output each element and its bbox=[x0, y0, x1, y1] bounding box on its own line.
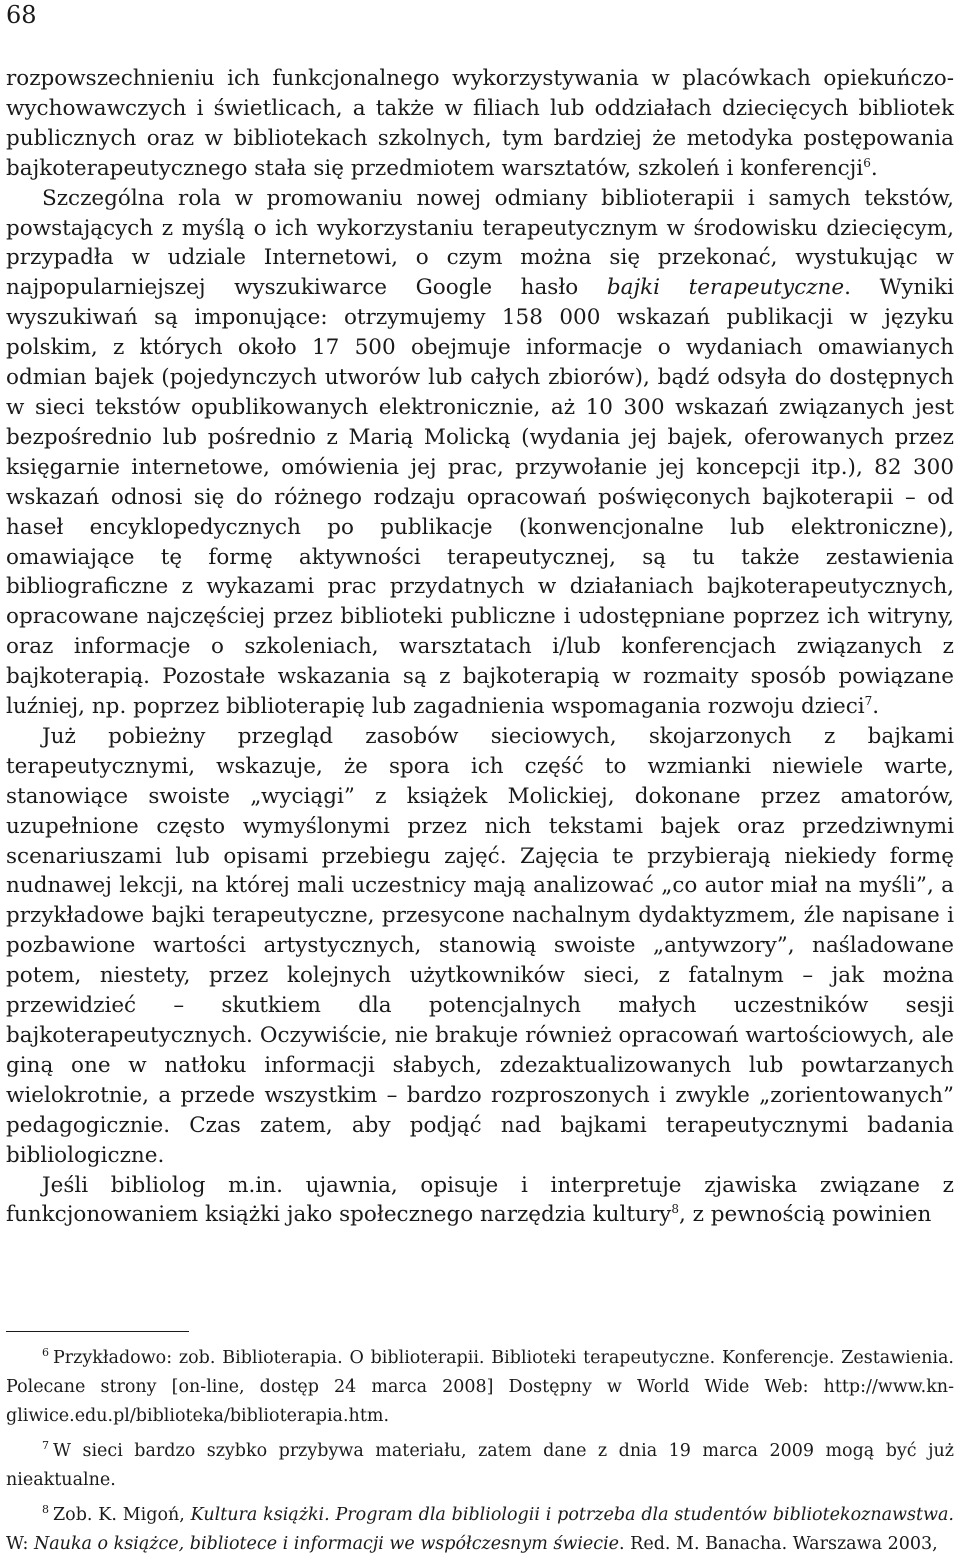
footnotes bbox=[6, 1344, 954, 1565]
footnote-7 bbox=[6, 1437, 954, 1495]
footnote-6 bbox=[6, 1344, 954, 1431]
paragraph-4-text-cont: , z pewnością powinien bbox=[678, 1202, 932, 1228]
footnote-ref-8[interactable]: 8 bbox=[671, 1202, 679, 1217]
paragraph-1 bbox=[6, 64, 954, 184]
footnote-number: 7 bbox=[42, 1439, 49, 1453]
paragraph-2 bbox=[6, 184, 954, 722]
footnote-separator bbox=[6, 1331, 189, 1332]
footnote-number: 6 bbox=[42, 1346, 49, 1360]
page-number: 68 bbox=[6, 1, 37, 29]
main-text bbox=[6, 64, 954, 1230]
footnote-number: 8 bbox=[42, 1503, 49, 1517]
paragraph-4-text: Jeśli bibliolog m.in. ujawnia, opisuje i interpretuje zjawiska związane z funkcjonowaniem książki jako społecznego narzędzia kultury bbox=[6, 1172, 954, 1228]
footnote-text: . Red. M. Banacha. Warszawa 2003, bbox=[619, 1534, 938, 1554]
footnote-text: W: bbox=[6, 1534, 34, 1554]
footnote-text: W sieci bardzo szybko przybywa materiału, zatem dane z dnia 19 marca 2009 mogą być już nieaktualne. bbox=[6, 1441, 954, 1490]
footnote-text: Zob. K. Migoń, bbox=[53, 1505, 191, 1525]
paragraph-4 bbox=[6, 1171, 954, 1231]
paragraph-2-end: . bbox=[872, 694, 880, 720]
footnote-ref-6[interactable]: 6 bbox=[863, 155, 871, 170]
search-phrase: bajki terapeutyczne bbox=[606, 275, 845, 301]
book-title: Nauka o książce, bibliotece i informacji we współczesnym świecie bbox=[33, 1534, 620, 1554]
paragraph-1-text: rozpowszechnieniu ich funkcjonalnego wykorzystywania w placówkach opiekuńczo-wychowawczych i świetlicach, a także w filiach lub oddziałach dziecięcych bibliotek publicznych oraz w bibliotekach szkolnych, tym bardziej że metodyka postępowania bajkoterapeutycznego stała się przedmiotem warsztatów, szkoleń i konferencji bbox=[6, 66, 954, 181]
footnote-8 bbox=[6, 1501, 954, 1559]
footnote-text: Przykładowo: zob. Biblioterapia. O biblioterapii. Biblioteki terapeutyczne. Konferencje. Zestawienia. Polecane strony [on-line, dostęp 24 marca 2008] Dostępny w World Wide Web: http://www.kn-gliwice.edu.pl/biblioteka/biblioterapia.htm. bbox=[6, 1348, 954, 1426]
paragraph-3 bbox=[6, 722, 954, 1171]
book-title: Kultura książki. Program dla bibliologii i potrzeba dla studentów bibliotekoznawstwa. bbox=[190, 1505, 954, 1525]
footnote-ref-7[interactable]: 7 bbox=[864, 693, 873, 708]
paragraph-3-text: Już pobieżny przegląd zasobów sieciowych, skojarzonych z bajkami terapeutycznymi, wskazuje, że spora ich część to wzmianki niewiele warte, stanowiące swoiste „wyciągi” z książek Molickiej, dokonane przez amatorów, uzupełnione często wymyślonymi przez nich tekstami bajek oraz przedziwnymi scenariuszami lub opisami przebiegu zajęć. Zajęcia te przybierają niekiedy formę nudnawej lekcji, na której mali uczestnicy mają analizować „co autor miał na myśli”, a przykładowe bajki terapeutyczne, przesycone nachalnym dydaktyzmem, źle napisane i pozbawione wartości artystycznych, stanowią swoiste „antywzory”, naśladowane potem, niestety, przez kolejnych użytkowników sieci, z fatalnym – jak można przewidzieć – skutkiem dla potencjalnych małych uczestników sesji bajkoterapeutycznych. Oczywiście, nie brakuje również opracowań wartościowych, ale giną one w natłoku informacji słabych, zdezaktualizowanych lub powtarzanych wielokrotnie, a przede wszystkim – bardzo rozproszonych i zwykle „zorientowanych” pedagogicznie. Czas zatem, aby podjąć nad bajkami terapeutycznymi badania bibliologiczne. bbox=[6, 723, 954, 1168]
paragraph-2-text: Szczególna rola w promowaniu nowej odmiany biblioterapii i samych tekstów, powstających z myślą o ich wykorzystaniu terapeutycznym w środowisku dziecięcym, przypadła w udziale Internetowi, o czym można się przekonać, wystukując w najpopularniejszej wyszukiwarce Google hasło bbox=[6, 185, 954, 301]
paragraph-1-end: . bbox=[870, 155, 878, 181]
paragraph-2-text-cont: . Wyniki wyszukiwań są imponujące: otrzymujemy 158 000 wskazań publikacji w języku polskim, z których około 17 500 obejmuje informacje o wydaniach omawianych odmian bajek (pojedynczych utworów lub całych zbiorów), bądź odsyła do dostępnych w sieci tekstów opublikowanych elektronicznie, aż 10 300 wskazań związanych jest bezpośrednio lub pośrednio z Marią Molicką (wydania jej bajek, oferowanych przez księgarnie internetowe, omówienia jej prac, przywołanie jej koncepcji itp.), 82 300 wskazań odnosi się do różnego rodzaju opracowań poświęconych bajkoterapii – od haseł encyklopedycznych po publikacje (konwencjonalne lub elektroniczne), omawiające tę formę aktywności terapeutycznej, są tu także zestawienia bibliograficzne z wykazami prac przydatnych w działaniach bajkoterapeutycznych, opracowane najczęściej przez biblioteki publiczne i udostępniane poprzez ich witryny, oraz informacje o szkoleniach, warsztatach i/lub konferencjach związanych z bajkoterapią. Pozostałe wskazania są z bajkoterapią w rozmaity sposób powiązane luźniej, np. poprzez biblioterapię lub zagadnienia wspomagania rozwoju dzieci bbox=[6, 275, 954, 720]
